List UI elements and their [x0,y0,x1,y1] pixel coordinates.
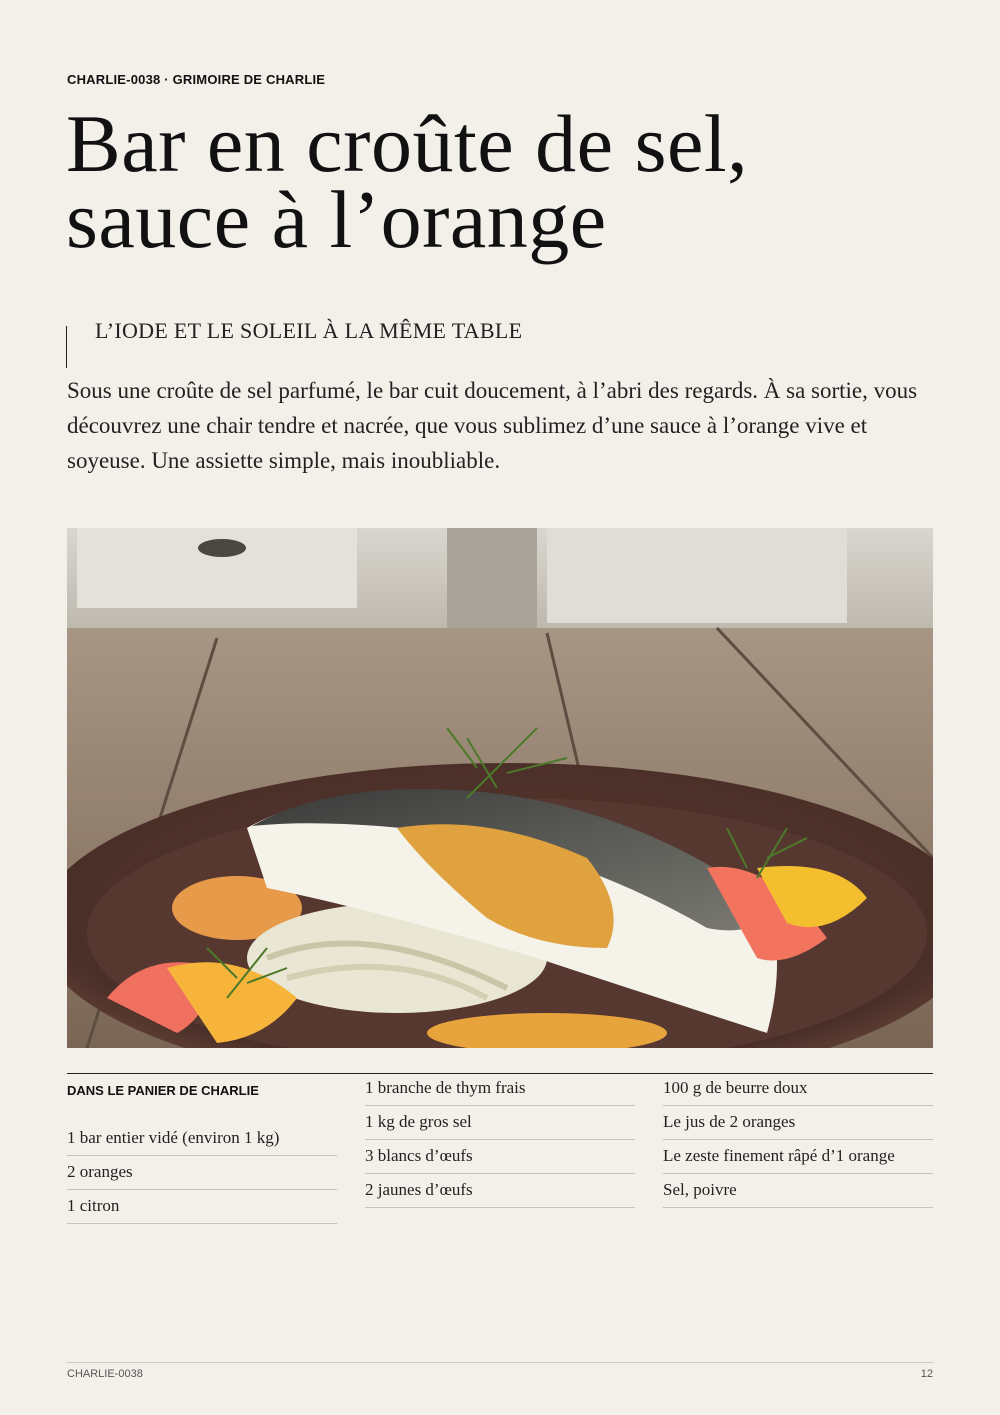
recipe-subtitle: L’IODE ET LE SOLEIL À LA MÊME TABLE [95,318,523,343]
ingredient-item: Sel, poivre [663,1174,933,1208]
ingredient-column-2 [365,1072,635,1208]
title-line-1: Bar en croûte de sel, [66,98,749,189]
recipe-intro: Sous une croûte de sel parfumé, le bar cuit doucement, à l’abri des regards. À sa sortie, vous découvrez une chair tendre et nacrée, que vous sublimez d’une sauce à l’orange vive et soyeuse. Une assiette simple, mais inoubliable. [67,378,918,473]
subtitle-accent-bar [66,326,67,368]
ingredient-item: 1 citron [67,1190,337,1224]
title-line-2: sauce à l’orange [66,174,607,265]
header-label: CHARLIE-0038 · GRIMOIRE DE CHARLIE [67,72,326,87]
page-number: 12 [920,1368,933,1380]
ingredient-item: 1 branche de thym frais [365,1072,635,1106]
ingredient-item: 3 blancs d’œufs [365,1140,635,1174]
ingredient-item: 100 g de beurre doux [663,1072,933,1106]
ingredient-item: Le jus de 2 oranges [663,1106,933,1140]
ingredient-item: 1 kg de gros sel [365,1106,635,1140]
recipe-title [66,98,946,265]
ingredient-item: 2 oranges [67,1156,337,1190]
ingredient-column-3 [663,1072,933,1208]
ingredient-column-1 [67,1122,337,1224]
ingredient-item: Le zeste finement râpé d’1 orange [663,1140,933,1174]
dish-photo [67,528,933,1048]
basket-heading: DANS LE PANIER DE CHARLIE [67,1083,259,1098]
footer-code: CHARLIE-0038 [67,1368,143,1380]
footer-divider [67,1362,933,1363]
ingredient-item: 1 bar entier vidé (environ 1 kg) [67,1122,337,1156]
ingredient-item: 2 jaunes d’œufs [365,1174,635,1208]
